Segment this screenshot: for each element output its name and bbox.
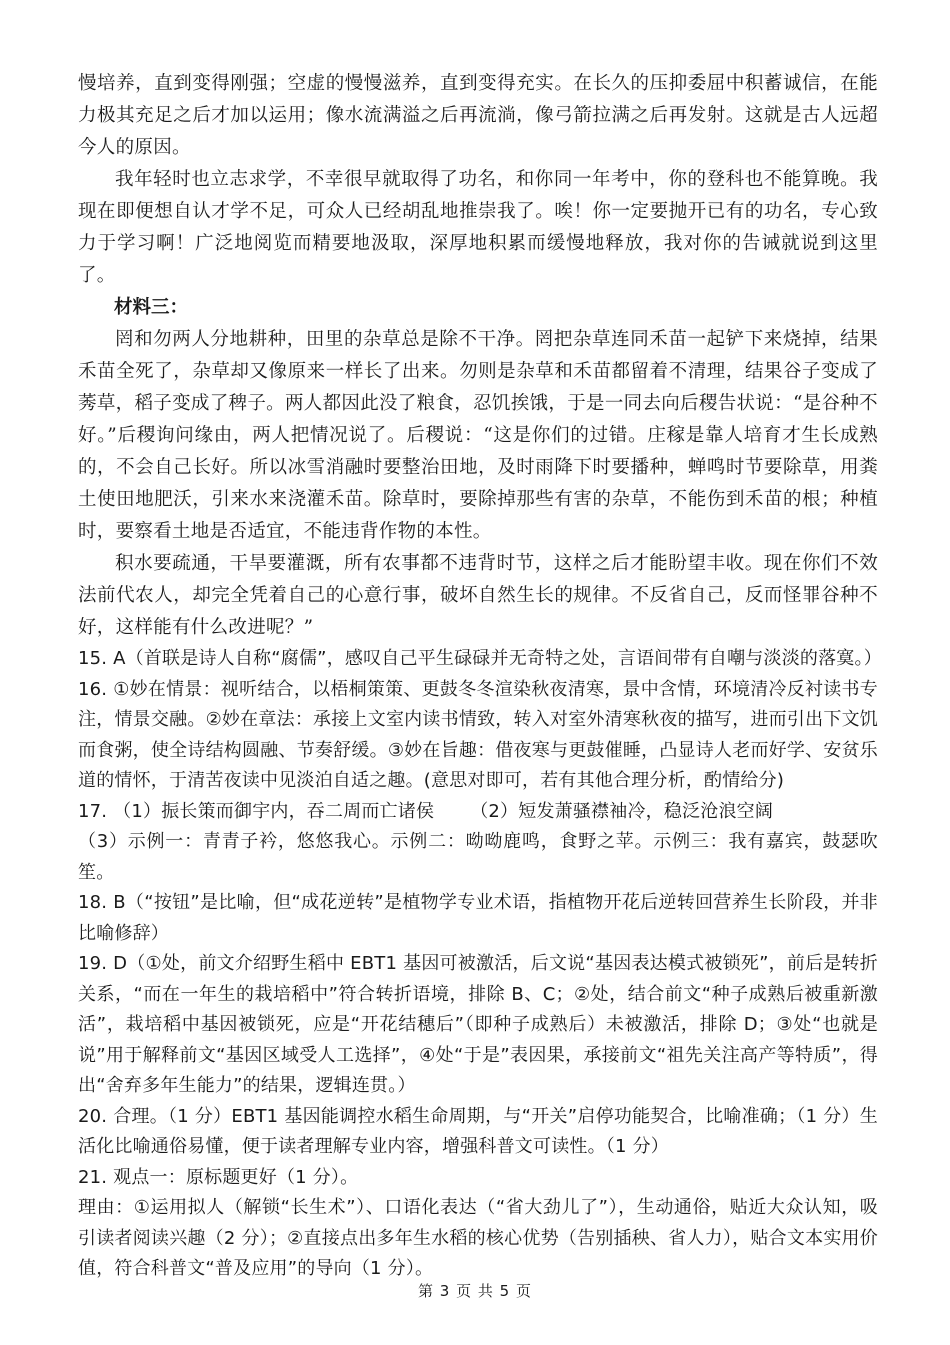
- document-body: [78, 68, 882, 1285]
- answer-20: 20. 合理。（1 分）EBT1 基因能调控水稻生命周期，与“开关”启停功能契合，比喻准确；（1 分）生活化比喻通俗易懂，便于读者理解专业内容，增强科普文可读性。（1 分）: [78, 1105, 878, 1157]
- answer-21-reason: 理由：①运用拟人（解锁“长生术”）、口语化表达（“省大劲儿了”），生动通俗，贴近大众认知，吸引读者阅读兴趣（2 分）；②直接点出多年生水稻的核心优势（告别插秧、省人力），贴合文本实用价值，符合科普文“普及应用”的导向（1 分）。: [78, 1197, 878, 1279]
- material3-paragraph-2: 积水要疏通，干旱要灌溉，所有农事都不违背时节，这样之后才能盼望丰收。现在你们不效法前代农人，却完全凭着自己的心意行事，破坏自然生长的规律。不反省自己，反而怪罪谷种不好，这样能有什么改进呢？”: [78, 553, 878, 638]
- material2-paragraph-2: 我年轻时也立志求学，不幸很早就取得了功名，和你同一年考中，你的登科也不能算晚。我现在即便想自认才学不足，可众人已经胡乱地推崇我了。唉！你一定要抛开已有的功名，专心致力于学习啊！广泛地阅览而精要地汲取，深厚地积累而缓慢地释放，我对你的告诫就说到这里了。: [78, 169, 878, 286]
- page-number-footer: 第 3 页 共 5 页: [418, 1282, 532, 1300]
- answer-17-part-1: 17. （1）振长策而御宇内，吞二周而亡诸侯: [78, 800, 435, 822]
- answer-17-part-2: （2）短发萧骚襟袖冷，稳泛沧浪空阔: [470, 800, 774, 822]
- answer-21-view: 21. 观点一：原标题更好（1 分）。: [78, 1166, 359, 1188]
- answer-15: 15. A（首联是诗人自称“腐儒”，感叹自己平生碌碌并无奇特之处，言语间带有自嘲与淡淡的落寞。）: [78, 648, 882, 669]
- answer-17-row: [78, 797, 878, 828]
- answer-17-part-3: （3）示例一：青青子衿，悠悠我心。示例二：呦呦鹿鸣，食野之苹。示例三：我有嘉宾，鼓瑟吹笙。: [78, 831, 878, 883]
- material2-paragraph-1: 慢培养，直到变得刚强；空虚的慢慢滋养，直到变得充实。在长久的压抑委屈中积蓄诚信，在能力极其充足之后才加以运用；像水流满溢之后再流淌，像弓箭拉满之后再发射。这就是古人远超今人的原因。: [78, 73, 878, 158]
- answer-18: 18. B（“按钮”是比喻，但“成花逆转”是植物学专业术语，指植物开花后逆转回营养生长阶段，并非比喻修辞）: [78, 892, 878, 944]
- answer-16: 16. ①妙在情景：视听结合，以梧桐策策、更鼓冬冬渲染秋夜清寒，景中含情，环境清冷反衬读书专注，情景交融。②妙在章法：承接上文室内读书情致，转入对室外清寒秋夜的描写，进而引出下文饥而食粥，使全诗结构圆融、节奏舒缓。③妙在旨趣：借夜寒与更鼓催睡，凸显诗人老而好学、安贫乐道的情怀，于清苦夜读中见淡泊自适之趣。(意思对即可，若有其他合理分析，酌情给分): [78, 678, 878, 791]
- material3-paragraph-1: 罔和勿两人分地耕种，田里的杂草总是除不干净。罔把杂草连同禾苗一起铲下来烧掉，结果禾苗全死了，杂草却又像原来一样长了出来。勿则是杂草和禾苗都留着不清理，结果谷子变成了莠草，稻子变成了稗子。两人都因此没了粮食，忍饥挨饿，于是一同去向后稷告状说：“是谷种不好。”后稷询问缘由，两人把情况说了。后稷说：“这是你们的过错。庄稼是靠人培育才生长成熟的，不会自己长好。所以冰雪消融时要整治田地，及时雨降下时要播种，蝉鸣时节要除草，用粪土使田地肥沃，引来水来浇灌禾苗。除草时，要除掉那些有害的杂草，不能伤到禾苗的根；种植时，要察看土地是否适宜，不能违背作物的本性。: [78, 329, 878, 542]
- answer-19: 19. D（①处，前文介绍野生稻中 EBT1 基因可被激活，后文说“基因表达模式被锁死”，前后是转折关系，“而在一年生的栽培稻中”符合转折语境，排除 B、C；②处，结合前文“种子成熟后被重新激活”，栽培稻中基因被锁死，应是“开花结穗后”（即种子成熟后）未被激活，排除 D；③处“也就是说”用于解释前文“基因区域受人工选择”，④处“于是”表因果，承接前文“祖先关注高产等特质”，得出“舍弃多年生能力”的结果，逻辑连贯。）: [78, 953, 878, 1096]
- material3-heading: 材料三：: [114, 297, 189, 318]
